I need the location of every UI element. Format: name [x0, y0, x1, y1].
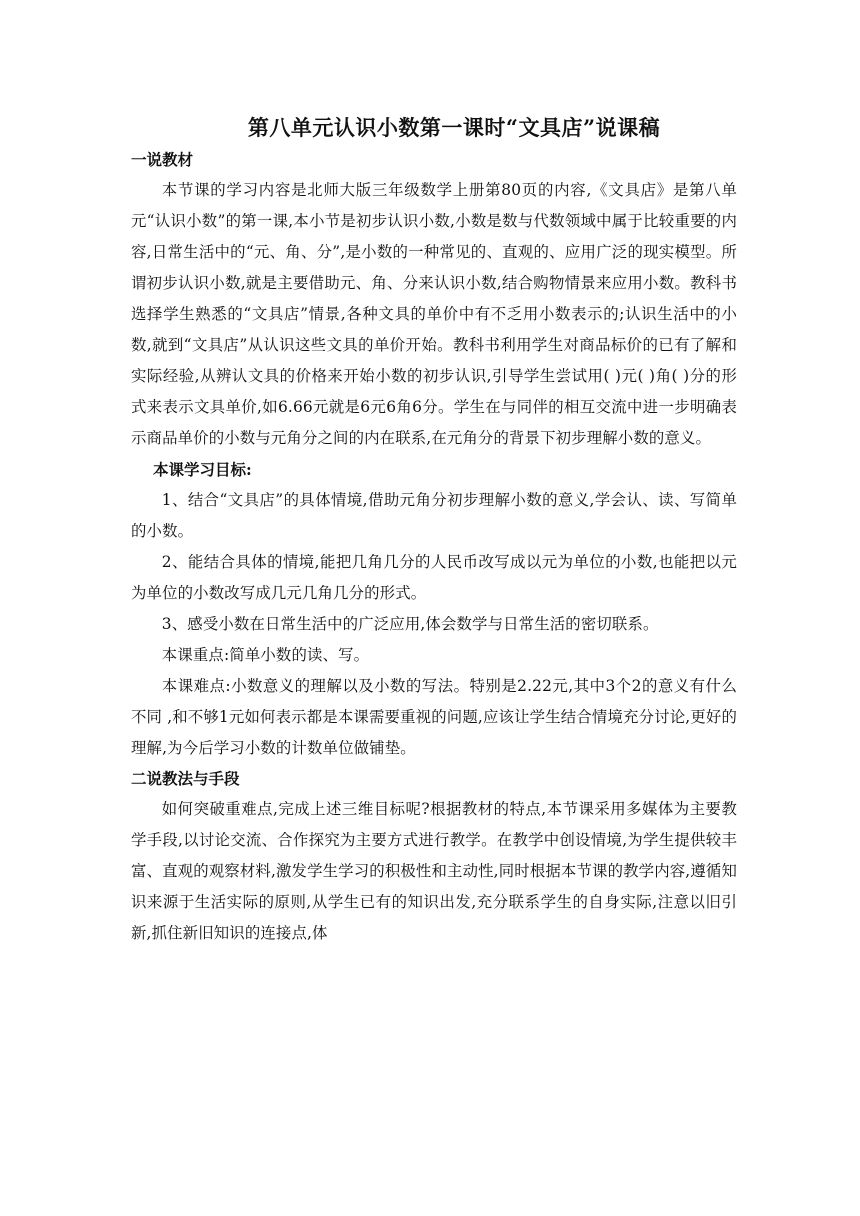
learning-goal-3: 3、感受小数在日常生活中的广泛应用,体会数学与日常生活的密切联系。: [161, 615, 659, 633]
learning-goals-heading: 本课学习目标:: [153, 460, 252, 479]
document-body: [131, 111, 737, 949]
difficulty-point: 本课难点:小数意义的理解以及小数的写法。特别是2.22元,其中3个2的意义有什么不同 ,和不够1元如何表示都是本课需要重视的问题,应该让学生结合情境充分讨论,更好的理解,为今后学习小数的计数单位做铺垫。: [131, 677, 737, 757]
section-2-paragraph: 如何突破重难点,完成上述三维目标呢?根据教材的特点,本节课采用多媒体为主要教学手段,以讨论交流、合作探究为主要方式进行教学。在教学中创设情境,为学生提供较丰富、直观的观察材料,激发学生学习的积极性和主动性,同时根据本节课的教学内容,遵循知识来源于生活实际的原则,从学生已有的知识出发,充分联系学生的自身实际,注意以旧引新,抓住新旧知识的连接点,体: [131, 800, 737, 942]
learning-goal-2: 2、能结合具体的情境,能把几角几分的人民币改写成以元为单位的小数,也能把以元为单位的小数改写成几元几角几分的形式。: [131, 553, 737, 602]
section-heading-2: 二说教法与手段: [131, 769, 240, 788]
section-1-paragraph: 本节课的学习内容是北师大版三年级数学上册第80页的内容,《文具店》是第八单元“认识小数”的第一课,本小节是初步认识小数,小数是数与代数领域中属于比较重要的内容,日常生活中的“元、角、分”,是小数的一种常见的、直观的、应用广泛的现实模型。所谓初步认识小数,就是主要借助元、角、分来认识小数,结合购物情景来应用小数。教科书选择学生熟悉的“文具店”情景,各种文具的单价中有不乏用小数表示的;认识生活中的小数,就到“文具店”从认识这些文具的单价开始。教科书利用学生对商品标价的已有了解和实际经验,从辨认文具的价格来开始小数的初步认识,引导学生尝试用( )元( )角( )分的形式来表示文具单价,如6.66元就是6元6角6分。学生在与同伴的相互交流中进一步明确表示商品单价的小数与元角分之间的内在联系,在元角分的背景下初步理解小数的意义。: [131, 181, 737, 447]
document-title: 第八单元认识小数第一课时“文具店”说课稿: [247, 115, 661, 140]
learning-goal-1: 1、结合“文具店”的具体情境,借助元角分初步理解小数的意义,学会认、读、写简单的小数。: [131, 491, 737, 540]
section-heading-1: 一说教材: [131, 150, 194, 169]
key-point: 本课重点:简单小数的读、写。: [161, 646, 370, 664]
